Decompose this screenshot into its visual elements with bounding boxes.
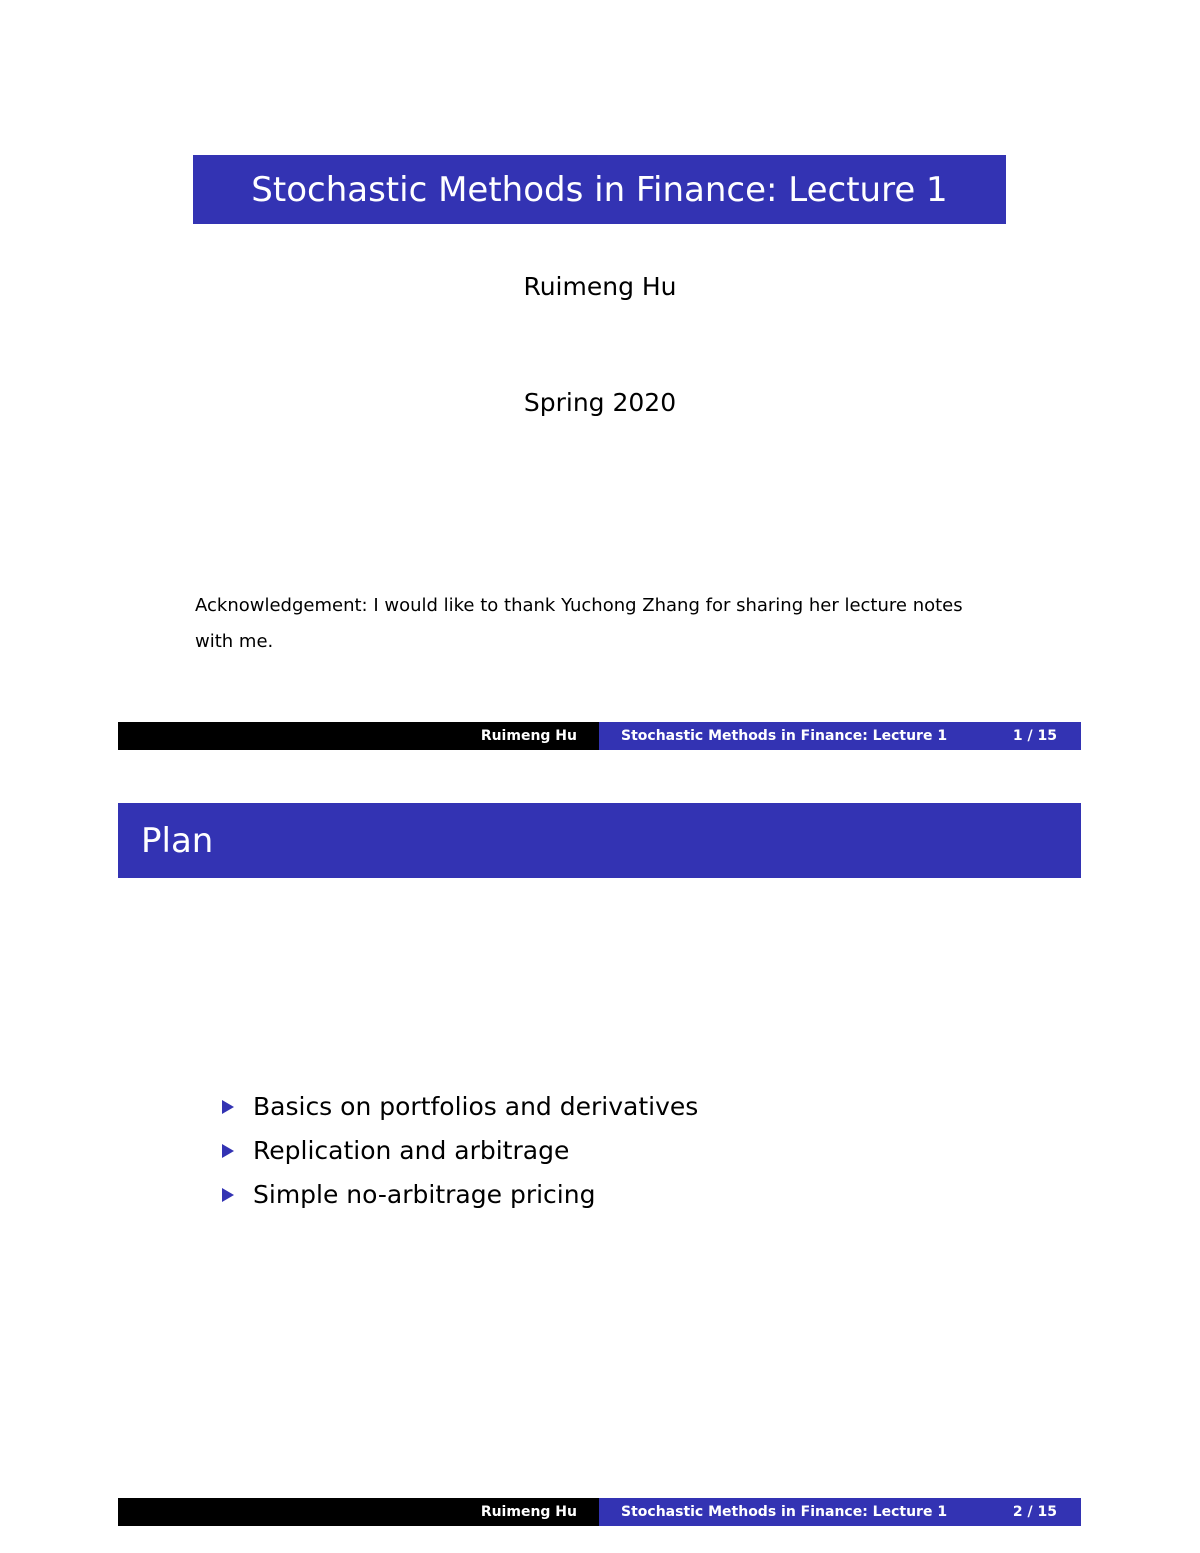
- footer-bar-2: [118, 1498, 1081, 1526]
- list-item: [222, 1172, 698, 1216]
- acknowledgement-line-2: with me.: [195, 631, 274, 652]
- footer-page-number: 1 / 15: [1012, 728, 1057, 744]
- list-item-text: Basics on portfolios and derivatives: [253, 1091, 699, 1121]
- slide-author: Ruimeng Hu: [523, 272, 677, 301]
- footer-author: Ruimeng Hu: [480, 1504, 577, 1520]
- triangle-bullet-icon: [222, 1100, 234, 1114]
- triangle-bullet-icon: [222, 1144, 234, 1158]
- list-item: [222, 1128, 698, 1172]
- footer-author: Ruimeng Hu: [480, 728, 577, 744]
- footer-page-number: 2 / 15: [1012, 1504, 1057, 1520]
- footer-bar-1: [118, 722, 1081, 750]
- footer-author-cell: [118, 722, 599, 750]
- acknowledgement: [195, 588, 1010, 660]
- triangle-bullet-icon: [222, 1188, 234, 1202]
- list-item-text: Replication and arbitrage: [253, 1135, 570, 1165]
- frame-title-box: [118, 803, 1081, 878]
- list-item: [222, 1084, 698, 1128]
- slide-date: Spring 2020: [523, 388, 677, 417]
- acknowledgement-line-1: Acknowledgement: I would like to thank Yuchong Zhang for sharing her lecture notes: [195, 595, 963, 616]
- footer-title: Stochastic Methods in Finance: Lecture 1: [621, 728, 948, 744]
- footer-title-cell: [599, 722, 1081, 750]
- plan-list: [222, 1084, 698, 1216]
- slide-title: Stochastic Methods in Finance: Lecture 1: [251, 169, 948, 210]
- footer-author-cell: [118, 1498, 599, 1526]
- slide-title-box: [193, 155, 1006, 224]
- footer-title: Stochastic Methods in Finance: Lecture 1: [621, 1504, 948, 1520]
- footer-title-cell: [599, 1498, 1081, 1526]
- list-item-text: Simple no-arbitrage pricing: [253, 1179, 596, 1209]
- frame-title: Plan: [141, 820, 214, 861]
